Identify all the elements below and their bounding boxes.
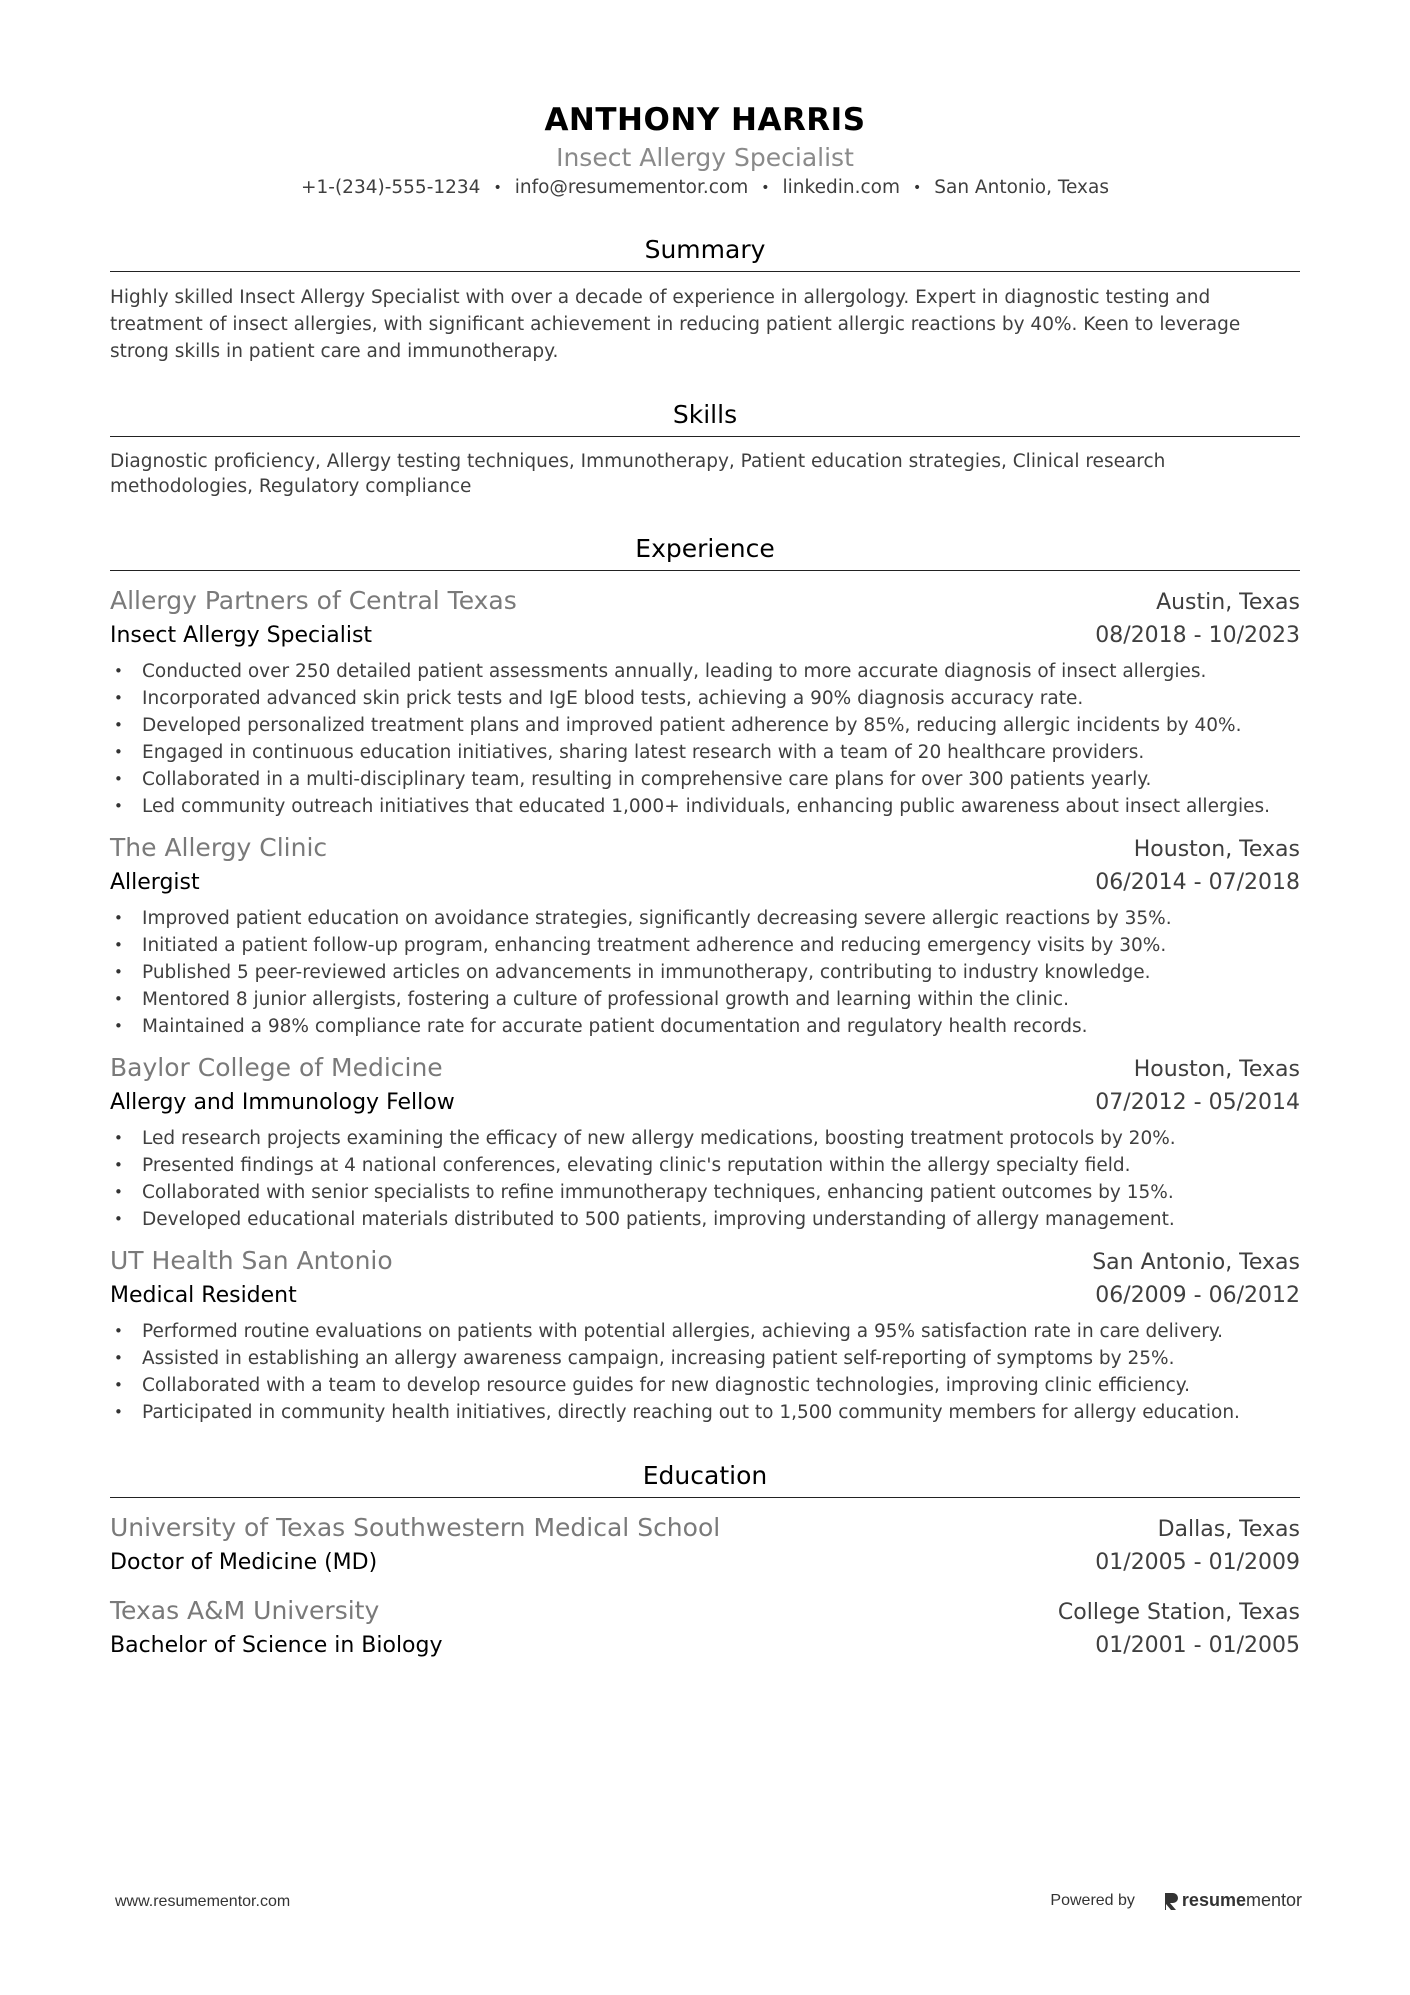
school-name: Texas A&M University [110,1596,380,1625]
candidate-name: ANTHONY HARRIS [544,102,866,138]
employer-location: San Antonio, Texas [1092,1250,1300,1275]
entry-header [110,1593,1300,1630]
powered-by-label: Powered by [1050,1891,1135,1909]
job-dates: 06/2014 - 07/2018 [1095,870,1300,895]
footer-website-link[interactable]: www.resumementor.com [115,1893,291,1910]
employer-name: Allergy Partners of Central Texas [110,586,517,615]
education-section [110,1459,1300,1662]
achievement-item: • Presented findings at 4 national conferences, elevating clinic's reputation within the allergy specialty field. [110,1152,1300,1179]
achievement-item: • Engaged in continuous education initiatives, sharing latest research with a team of 20 healthcare providers. [110,739,1300,766]
entry-subheader [110,620,1300,652]
experience-entry [110,1243,1300,1426]
entry-subheader [110,1280,1300,1312]
job-dates: 06/2009 - 06/2012 [1095,1283,1300,1308]
achievement-list [110,1125,1300,1233]
job-title: Allergist [110,870,200,895]
contact-linkedin: linkedin.com [782,177,900,198]
brand-wordmark-bold: resume [1181,1890,1246,1910]
employer-location: Houston, Texas [1133,1057,1300,1082]
employer-name: UT Health San Antonio [110,1246,393,1275]
section-title-skills: Skills [110,398,1300,437]
brand-wordmark[interactable] [1182,1890,1302,1911]
achievement-item: • Led research projects examining the efficacy of new allergy medications, boosting treatment protocols by 20%. [110,1125,1300,1152]
experience-entry [110,830,1300,1040]
entry-subheader [110,867,1300,899]
experience-entry [110,583,1300,820]
job-dates: 08/2018 - 10/2023 [1095,623,1300,648]
achievement-item: • Incorporated advanced skin prick tests and IgE blood tests, achieving a 90% diagnosis accuracy rate. [110,685,1300,712]
achievement-item: • Collaborated in a multi-disciplinary team, resulting in comprehensive care plans for over 300 patients yearly. [110,766,1300,793]
employer-name: Baylor College of Medicine [110,1053,443,1082]
education-entry [110,1593,1300,1662]
separator-dot: • [493,180,502,196]
degree-name: Doctor of Medicine (MD) [110,1550,378,1575]
achievement-item: • Mentored 8 junior allergists, fostering a culture of professional growth and learning within the clinic. [110,986,1300,1013]
achievement-list [110,658,1300,820]
achievement-item: • Initiated a patient follow-up program, enhancing treatment adherence and reducing emergency visits by 30%. [110,932,1300,959]
employer-name: The Allergy Clinic [110,833,328,862]
school-location: College Station, Texas [1057,1600,1300,1625]
achievement-item: • Led community outreach initiatives that educated 1,000+ individuals, enhancing public awareness about insect allergies. [110,793,1300,820]
summary-text: Highly skilled Insect Allergy Specialist with over a decade of experience in allergology. Expert in diagnostic testing and treatment of insect allergies, with significant achievement in reducing patient allergic reactions by 40%. Keen to leverage strong skills in patient care and immunotherapy. [110,287,1241,362]
employer-location: Austin, Texas [1156,590,1300,615]
achievement-item: • Collaborated with senior specialists to refine immunotherapy techniques, enhancing patient outcomes by 15%. [110,1179,1300,1206]
entry-header [110,1050,1300,1087]
contact-phone: +1-(234)-555-1234 [301,177,481,198]
entry-header [110,1510,1300,1547]
entry-subheader [110,1547,1300,1579]
job-dates: 07/2012 - 05/2014 [1095,1090,1300,1115]
brand-wordmark-light: mentor [1245,1890,1302,1910]
achievement-item: • Performed routine evaluations on patients with potential allergies, achieving a 95% satisfaction rate in care delivery. [110,1318,1300,1345]
achievement-item: • Maintained a 98% compliance rate for accurate patient documentation and regulatory health records. [110,1013,1300,1040]
achievement-item: • Improved patient education on avoidance strategies, significantly decreasing severe allergic reactions by 35%. [110,905,1300,932]
section-title-education: Education [110,1459,1300,1498]
section-title-summary: Summary [110,233,1300,272]
separator-dot: • [761,180,770,196]
job-title: Insect Allergy Specialist [110,623,373,648]
entry-header [110,1243,1300,1280]
contact-line [110,173,1300,203]
skills-section [110,398,1300,499]
school-location: Dallas, Texas [1157,1517,1300,1542]
resume-content [110,97,1300,1676]
separator-dot: • [912,180,922,196]
entry-header [110,583,1300,620]
entry-subheader [110,1087,1300,1119]
degree-name: Bachelor of Science in Biology [110,1633,443,1658]
footer-branding [1050,1890,1302,1911]
achievement-item: • Conducted over 250 detailed patient assessments annually, leading to more accurate diagnosis of insect allergies. [110,658,1300,685]
contact-email: info@resumementor.com [514,177,749,198]
education-entry [110,1510,1300,1579]
school-name: University of Texas Southwestern Medical School [110,1513,721,1542]
employer-location: Houston, Texas [1133,837,1300,862]
resumementor-logo-icon [1163,1891,1179,1911]
contact-location: San Antonio, Texas [934,177,1109,198]
job-title: Allergy and Immunology Fellow [110,1090,455,1115]
experience-section [110,532,1300,1426]
entry-subheader [110,1630,1300,1662]
summary-section [110,233,1300,365]
achievement-item: • Developed educational materials distributed to 500 patients, improving understanding of allergy management. [110,1206,1300,1233]
achievement-item: • Participated in community health initiatives, directly reaching out to 1,500 community members for allergy education. [110,1399,1300,1426]
achievement-list [110,905,1300,1040]
achievement-item: • Collaborated with a team to develop resource guides for new diagnostic technologies, improving clinic efficiency. [110,1372,1300,1399]
degree-dates: 01/2001 - 01/2005 [1095,1633,1300,1658]
skills-text: Diagnostic proficiency, Allergy testing techniques, Immunotherapy, Patient education strategies, Clinical research methodologies, Regulatory compliance [110,451,1166,497]
achievement-item: • Published 5 peer-reviewed articles on advancements in immunotherapy, contributing to industry knowledge. [110,959,1300,986]
achievement-item: • Assisted in establishing an allergy awareness campaign, increasing patient self-reporting of symptoms by 25%. [110,1345,1300,1372]
job-title: Medical Resident [110,1283,297,1308]
degree-dates: 01/2005 - 01/2009 [1095,1550,1300,1575]
achievement-item: • Developed personalized treatment plans and improved patient adherence by 85%, reducing allergic incidents by 40%. [110,712,1300,739]
experience-entry [110,1050,1300,1233]
entry-header [110,830,1300,867]
achievement-list [110,1318,1300,1426]
section-title-experience: Experience [110,532,1300,571]
candidate-role: Insect Allergy Specialist [556,143,854,172]
